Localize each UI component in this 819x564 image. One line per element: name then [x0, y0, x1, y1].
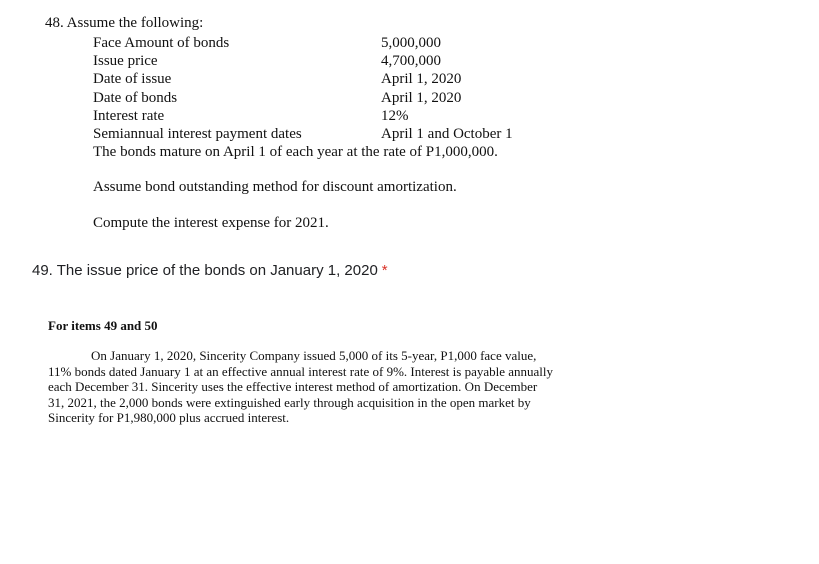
bond-detail-label: Date of bonds — [93, 89, 178, 106]
paragraph-line-text: On January 1, 2020, Sincerity Company issued 5,000 of its 5-year, P1,000 face value, — [91, 348, 537, 363]
bond-detail-row — [93, 89, 745, 107]
bond-detail-row — [93, 107, 745, 125]
question-48-title: 48. Assume the following: — [45, 15, 204, 31]
bond-detail-row — [93, 70, 745, 88]
required-asterisk: * — [381, 262, 388, 279]
bond-detail-row — [93, 34, 745, 52]
paragraph-line: each December 31. Sincerity uses the effective interest method of amortization. On December — [48, 379, 538, 394]
bond-detail-value: April 1 and October 1 — [381, 126, 513, 143]
paragraph-line: 31, 2021, the 2,000 bonds were extinguished early through acquisition in the open market by — [48, 394, 531, 410]
question-49-title — [32, 262, 388, 280]
bond-detail-value: 12% — [381, 107, 409, 124]
items-49-50-block — [48, 318, 628, 426]
bond-detail-label: Interest rate — [93, 107, 165, 124]
question-48-block — [45, 14, 745, 232]
bond-detail-value: April 1, 2020 — [381, 71, 462, 88]
bond-detail-label: Semiannual interest payment dates — [93, 126, 302, 143]
paragraph-line — [48, 348, 628, 364]
compute-instruction: Compute the interest expense for 2021. — [93, 215, 329, 232]
bond-detail-row — [93, 125, 745, 143]
bond-detail-value: 5,000,000 — [381, 35, 441, 51]
question-49-text: 49. The issue price of the bonds on January 1, 2020 — [32, 262, 378, 279]
bond-details-table — [93, 34, 745, 143]
paragraph-line: Sincerity for P1,980,000 plus accrued interest. — [48, 410, 290, 425]
bond-detail-label: Face Amount of bonds — [93, 35, 230, 51]
assumption-statement: Assume bond outstanding method for discount amortization. — [93, 179, 457, 196]
bond-detail-value: April 1, 2020 — [381, 89, 462, 106]
problem-paragraph — [48, 348, 628, 426]
bond-detail-row — [93, 52, 745, 70]
bond-detail-label: Date of issue — [93, 71, 172, 88]
paragraph-line: 11% bonds dated January 1 at an effective annual interest rate of 9%. Interest is payable annually — [48, 363, 554, 379]
items-heading: For items 49 and 50 — [48, 318, 158, 333]
bond-detail-label: Issue price — [93, 53, 158, 70]
bond-detail-value: 4,700,000 — [381, 53, 441, 70]
maturity-statement: The bonds mature on April 1 of each year at the rate of P1,000,000. — [93, 144, 498, 161]
